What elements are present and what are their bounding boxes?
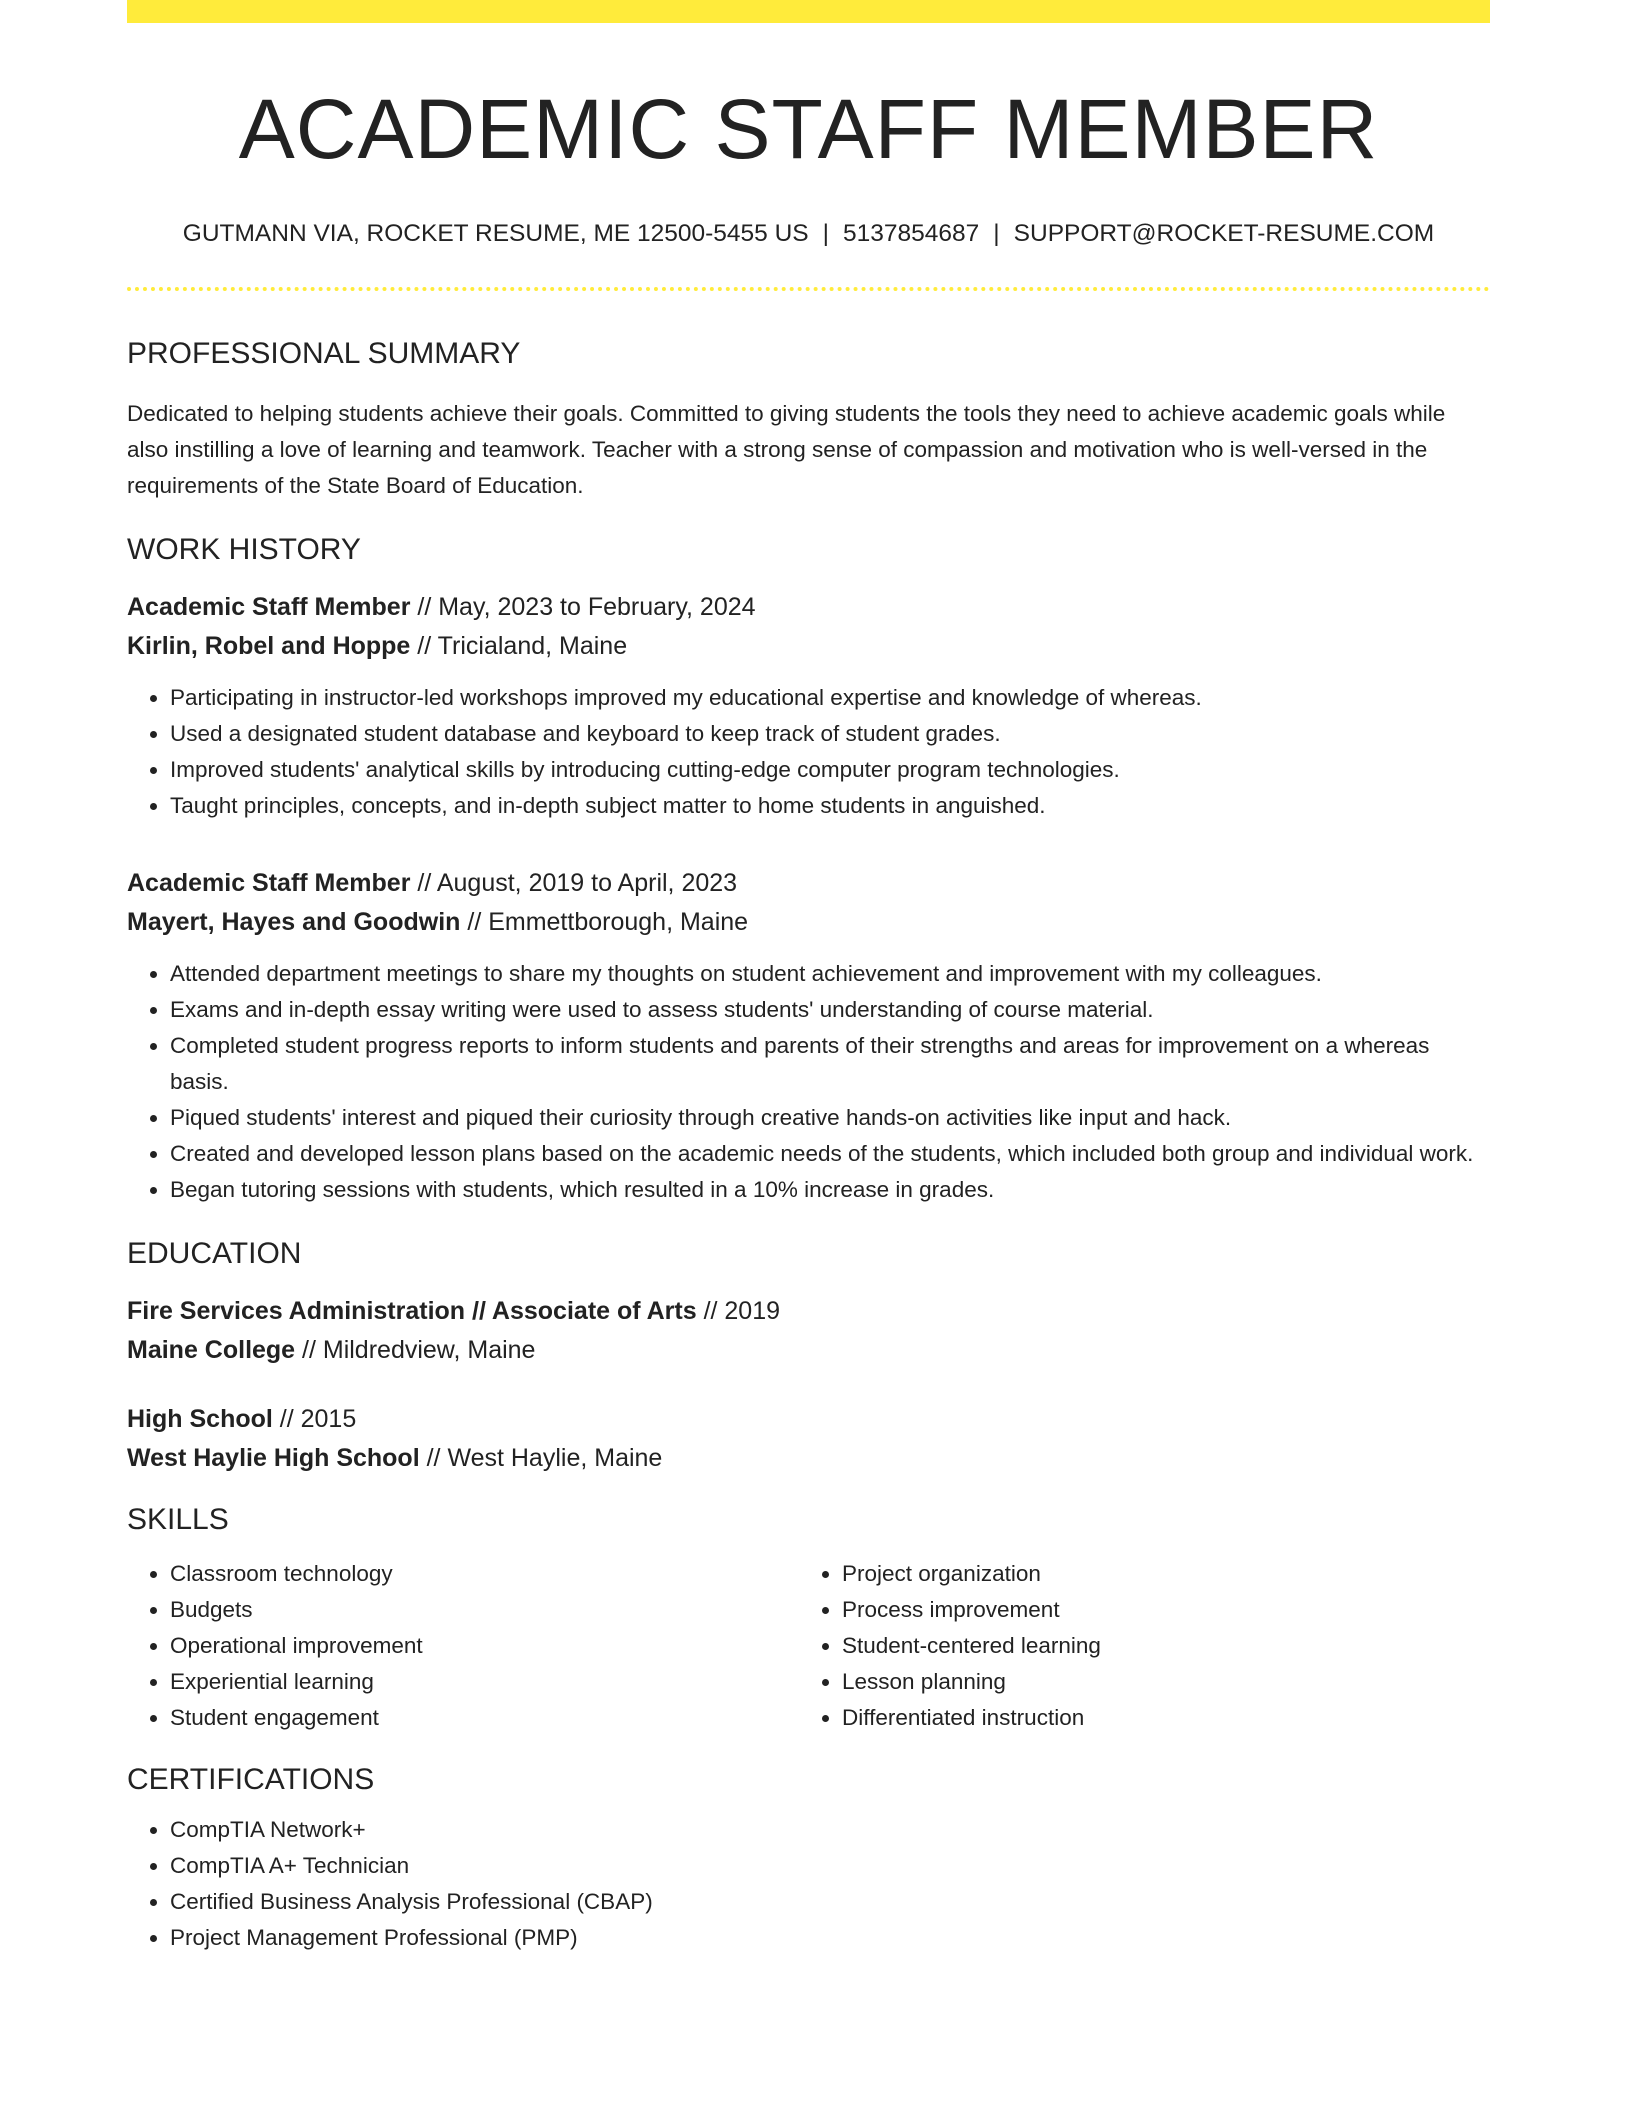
contact-line [127, 219, 1490, 248]
job-employer-line [127, 627, 1490, 666]
section-title-summary: PROFESSIONAL SUMMARY [127, 336, 521, 370]
job-bullets [127, 956, 1490, 1208]
list-item: • Improved students' analytical skills by introducing cutting-edge computer program technologies. [170, 752, 1490, 788]
contact-separator: | [993, 220, 1000, 248]
education-school-line [127, 1331, 1490, 1370]
skill-item: • Budgets [170, 1592, 799, 1628]
education-school: Maine College [127, 1335, 296, 1364]
resume-page [127, 0, 1490, 1956]
skill-item: • Student engagement [170, 1700, 799, 1736]
list-item: • Completed student progress reports to inform students and parents of their strengths and areas for improvement on a whereas basis. [170, 1028, 1490, 1100]
skill-item: • Process improvement [842, 1592, 1471, 1628]
skill-item: • Experiential learning [170, 1664, 799, 1700]
skill-item: • Operational improvement [170, 1628, 799, 1664]
dotted-divider [127, 287, 1490, 291]
education-degree-line [127, 1400, 1490, 1439]
list-item: • Created and developed lesson plans based on the academic needs of the students, which included both group and individual work. [170, 1136, 1490, 1172]
contact-address: GUTMANN VIA, ROCKET RESUME, ME 12500-5455 US [182, 220, 809, 248]
job-employer: Kirlin, Robel and Hoppe [127, 631, 411, 660]
job-title-line [127, 864, 1490, 903]
education-entry [127, 1292, 1490, 1370]
skill-item: • Lesson planning [842, 1664, 1471, 1700]
section-title-education: EDUCATION [127, 1236, 302, 1270]
skill-item: • Differentiated instruction [842, 1700, 1471, 1736]
certification-item: • Certified Business Analysis Professional (CBAP) [170, 1884, 1490, 1920]
skills-grid [127, 1556, 1490, 1736]
list-item: • Participating in instructor-led workshops improved my educational expertise and knowledge of whereas. [170, 680, 1490, 716]
education-year: // 2019 [696, 1296, 781, 1325]
certification-item: • Project Management Professional (PMP) [170, 1920, 1490, 1956]
certification-item: • CompTIA Network+ [170, 1812, 1490, 1848]
education-degree-line [127, 1292, 1490, 1331]
section-title-skills: SKILLS [127, 1502, 229, 1536]
section-title-certifications: CERTIFICATIONS [127, 1762, 375, 1796]
certifications-list [127, 1812, 1490, 1956]
job-employer-line [127, 903, 1490, 942]
candidate-name: ACADEMIC STAFF MEMBER [238, 82, 1379, 176]
job-entry [127, 588, 1490, 824]
job-position: Academic Staff Member [127, 868, 411, 897]
contact-email: SUPPORT@ROCKET-RESUME.COM [1013, 220, 1435, 248]
list-item: • Began tutoring sessions with students, which resulted in a 10% increase in grades. [170, 1172, 1490, 1208]
job-position: Academic Staff Member [127, 592, 411, 621]
list-item: • Used a designated student database and keyboard to keep track of student grades. [170, 716, 1490, 752]
skill-item: • Project organization [842, 1556, 1471, 1592]
education-school: West Haylie High School [127, 1443, 420, 1472]
certification-item: • CompTIA A+ Technician [170, 1848, 1490, 1884]
list-item: • Taught principles, concepts, and in-depth subject matter to home students in anguished. [170, 788, 1490, 824]
section-title-work-history: WORK HISTORY [127, 532, 361, 566]
skills-column-right [799, 1556, 1471, 1736]
summary-text: Dedicated to helping students achieve their goals. Committed to giving students the tools they need to achieve academic goals while also instilling a love of learning and teamwork. Teacher with a strong sense of compassion and motivation who is well-versed in the requirements of the State Board of Education. [127, 400, 1446, 498]
accent-bar [127, 0, 1490, 23]
job-location: // Emmettborough, Maine [460, 907, 749, 936]
skills-column-left [127, 1556, 799, 1736]
job-entry [127, 864, 1490, 1208]
list-item: • Attended department meetings to share my thoughts on student achievement and improvement with my colleagues. [170, 956, 1490, 992]
skill-item: • Classroom technology [170, 1556, 799, 1592]
education-year: // 2015 [272, 1404, 357, 1433]
education-school-line [127, 1439, 1490, 1478]
education-degree: High School [127, 1404, 273, 1433]
list-item: • Exams and in-depth essay writing were used to assess students' understanding of course material. [170, 992, 1490, 1028]
education-entry [127, 1400, 1490, 1478]
skill-item: • Student-centered learning [842, 1628, 1471, 1664]
job-title-line [127, 588, 1490, 627]
list-item: • Piqued students' interest and piqued their curiosity through creative hands-on activities like input and hack. [170, 1100, 1490, 1136]
contact-separator: | [822, 220, 830, 248]
job-employer: Mayert, Hayes and Goodwin [127, 907, 461, 936]
education-location: // Mildredview, Maine [295, 1335, 536, 1364]
job-location: // Tricialand, Maine [410, 631, 628, 660]
job-dates: // May, 2023 to February, 2024 [410, 592, 756, 621]
contact-phone: 5137854687 [843, 220, 980, 248]
job-bullets [127, 680, 1490, 824]
education-degree: Fire Services Administration // Associate of Arts [127, 1296, 697, 1325]
education-location: // West Haylie, Maine [419, 1443, 663, 1472]
job-dates: // August, 2019 to April, 2023 [410, 868, 738, 897]
